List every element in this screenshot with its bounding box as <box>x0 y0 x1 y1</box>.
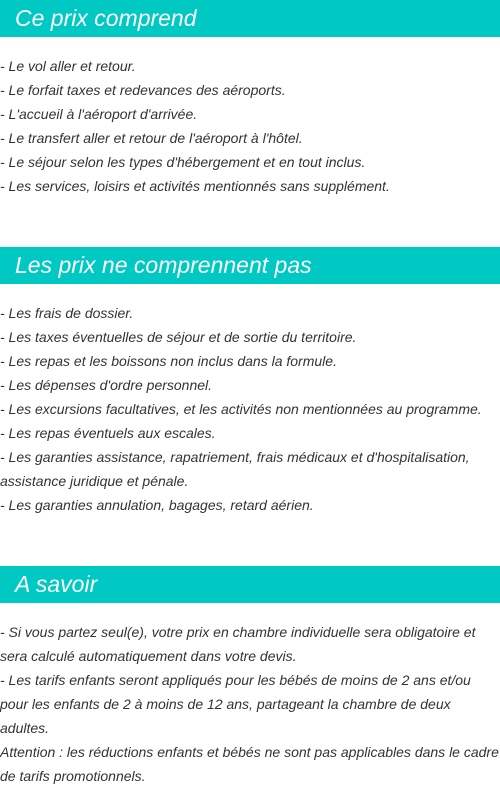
list-item: - Les excursions facultatives, et les activités non mentionnées au programme. <box>0 401 482 417</box>
section-title: A savoir <box>0 566 500 603</box>
info-text <box>0 620 500 788</box>
list-item: - Les taxes éventuelles de séjour et de sortie du territoire. <box>0 329 357 345</box>
info-paragraph: - Les tarifs enfants seront appliqués pour les bébés de moins de 2 ans et/ou pour les enfants de 2 à moins de 12 ans, partageant la chambre de deux adultes. <box>0 672 471 736</box>
list-item: - L'accueil à l'aéroport d'arrivée. <box>0 106 198 122</box>
section-price-includes <box>0 0 500 198</box>
included-list <box>0 54 500 198</box>
list-item: - Le séjour selon les types d'hébergement et en tout inclus. <box>0 154 366 170</box>
section-title: Les prix ne comprennent pas <box>0 247 500 284</box>
list-item: - Les garanties assistance, rapatriement, frais médicaux et d'hospitalisation, assistance juridique et pénale. <box>0 449 470 489</box>
section-good-to-know <box>0 566 500 788</box>
list-item: - Les frais de dossier. <box>0 305 134 321</box>
list-item: - Les repas et les boissons non inclus dans la formule. <box>0 353 337 369</box>
info-paragraph: - Si vous partez seul(e), votre prix en chambre individuelle sera obligatoire et sera calculé automatiquement dans votre devis. <box>0 624 476 664</box>
excluded-list <box>0 301 500 517</box>
list-item: - Les repas éventuels aux escales. <box>0 425 216 441</box>
list-item: - Le vol aller et retour. <box>0 58 136 74</box>
section-price-excludes <box>0 247 500 517</box>
list-item: - Le forfait taxes et redevances des aéroports. <box>0 82 286 98</box>
section-title: Ce prix comprend <box>0 0 500 37</box>
list-item: - Le transfert aller et retour de l'aéroport à l'hôtel. <box>0 130 303 146</box>
info-paragraph: Attention : les réductions enfants et bébés ne sont pas applicables dans le cadre de tarifs promotionnels. <box>0 744 499 784</box>
list-item: - Les garanties annulation, bagages, retard aérien. <box>0 497 314 513</box>
list-item: - Les dépenses d'ordre personnel. <box>0 377 213 393</box>
list-item: - Les services, loisirs et activités mentionnés sans supplément. <box>0 178 390 194</box>
